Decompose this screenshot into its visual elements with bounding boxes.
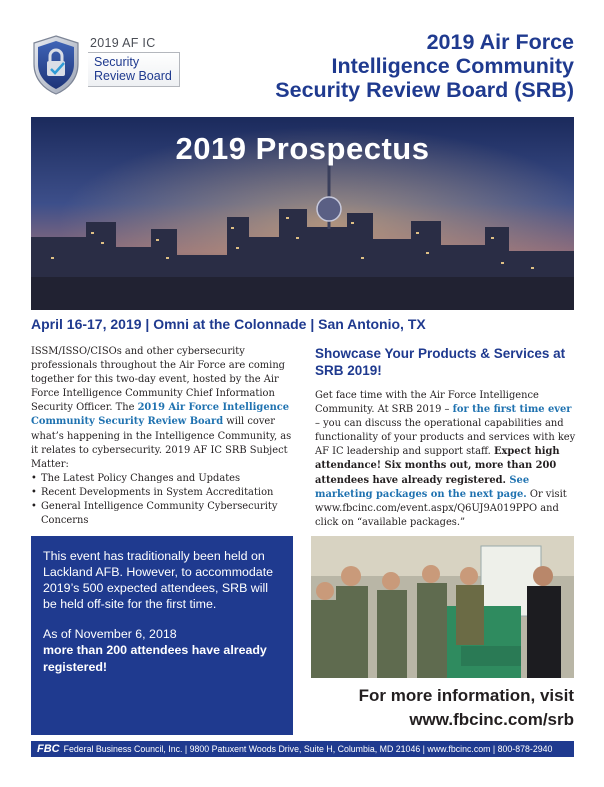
description-intro: ISSM/ISSO/CISOs and other cybersecurity professionals throughout the Air Force are coming together for this two-day event, hosted by the Air Force Intelligence Community Chief Information Security Officer. The [31,346,286,414]
srb-logo [30,34,178,100]
subject-matter-list [31,472,299,528]
more-info-url[interactable]: www.fbcinc.com/srb [409,710,574,729]
list-item: • The Latest Policy Changes and Updates [31,472,299,486]
callout-date: As of November 6, 2018 [43,627,177,642]
attendees-illustration [311,536,574,678]
showcase-heading: Showcase Your Products & Services at SRB 2019! [315,346,566,378]
showcase-text-2: – you can discuss the operational capabilities and functionality of your products and services with key AF IC leadership and support staff. [315,418,576,458]
showcase-text-1: Get face time with the Air Force Intelligence Community. At SRB 2019 – [315,390,539,416]
logo-name: Security Review Board [88,52,180,87]
page-title [194,30,574,102]
fbc-logo: FBC [37,743,60,755]
callout-paragraph: This event has traditionally been held on Lackland AFB. However, to accommodate 2019’s 500 expected attendees, SRB will be held off-site for the first time. [43,549,274,612]
first-time-highlight: for the first time ever [452,404,572,416]
hero-title: 2019 Prospectus [175,131,430,166]
list-item: • General Intelligence Community Cybersecurity Concerns [31,500,299,528]
event-dateline: April 16-17, 2019 | Omni at the Colonnade | San Antonio, TX [31,316,426,332]
footer-text: Federal Business Council, Inc. | 9800 Patuxent Woods Drive, Suite H, Columbia, MD 21046 | www.fbcinc.com | 800-878-2940 [63,744,553,754]
title-line-2: Intelligence Community [331,54,574,78]
title-line-3: Security Review Board (SRB) [275,78,574,102]
list-item: • Recent Developments in System Accreditation [31,486,299,500]
more-info [300,684,574,732]
title-line-1: 2019 Air Force [426,30,574,54]
more-info-label: For more information, visit [358,686,574,705]
description-paragraph [31,345,299,472]
event-description [31,345,299,528]
showcase-text-3: Or visit www.fbcinc.com/event.aspx/Q6UJ9A019PPO and click on “available packages.” [315,488,567,528]
attendance-highlight: Expect high attendance! Six months out, more than 200 attendees have already registered. [315,446,560,486]
attendance-callout-box [31,536,293,735]
logo-year: 2019 AF IC [90,36,156,50]
callout-registered: more than 200 attendees have already registered! [43,643,267,674]
city-skyline-photo [31,117,574,310]
marketing-packages-link[interactable]: See marketing packages on the next page. [315,474,530,500]
description-rest: will cover what’s happening in the Intelligence Community, as it relates to cybersecurity. 2019 AF IC SRB Subject Matter: [31,416,292,470]
shield-lock-icon [30,34,82,96]
footer-bar [31,741,574,757]
attendees-photo [311,536,574,678]
event-name-highlight: 2019 Air Force Intelligence Community Security Review Board [31,402,290,428]
showcase-text [315,389,577,530]
